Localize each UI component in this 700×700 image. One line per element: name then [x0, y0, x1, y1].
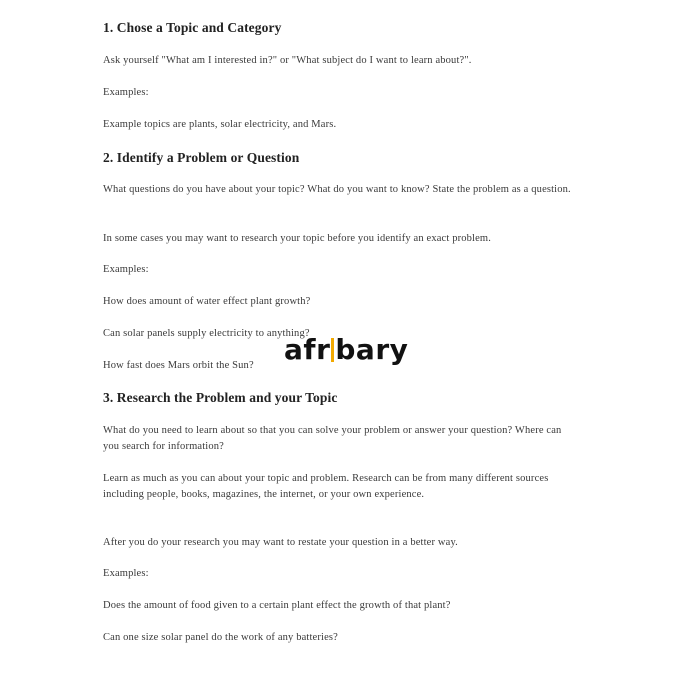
section-3-paragraph-1: What do you need to learn about so that you can solve your problem or answer your question? Where can you search for information? — [103, 425, 562, 452]
afribary-watermark-logo — [284, 334, 408, 366]
cut-off-heading — [103, 0, 378, 2]
section-3-question-2: Can one size solar panel do the work of any batteries? — [103, 632, 338, 643]
watermark-accent-bar — [331, 338, 334, 362]
section-1-examples-label: Examples: — [103, 87, 149, 98]
section-1-paragraph-2: Example topics are plants, solar electricity, and Mars. — [103, 119, 337, 130]
cut-off-heading-text — [103, 0, 378, 1]
section-1-heading: 1. Chose a Topic and Category — [103, 20, 282, 35]
section-2-heading: 2. Identify a Problem or Question — [103, 150, 300, 165]
section-2-paragraph-1: What questions do you have about your topic? What do you want to know? State the problem as a question. — [103, 184, 571, 195]
section-2-paragraph-2: In some cases you may want to research your topic before you identify an exact problem. — [103, 233, 492, 244]
section-2-question-2: Can solar panels supply electricity to anything? — [103, 328, 310, 339]
watermark-text-part-1: afr — [284, 333, 331, 366]
section-3-paragraph-3: After you do your research you may want to restate your question in a better way. — [103, 537, 458, 548]
watermark-text-part-2: bary — [335, 333, 409, 366]
section-2-examples-label: Examples: — [103, 264, 149, 275]
section-3-heading: 3. Research the Problem and your Topic — [103, 390, 338, 405]
section-3-paragraph-2: Learn as much as you can about your topic and problem. Research can be from many different sources including people, books, magazines, the internet, or your own experience. — [103, 473, 549, 500]
section-3-examples-label: Examples: — [103, 568, 149, 579]
section-2-question-3: How fast does Mars orbit the Sun? — [103, 360, 254, 371]
section-3-question-1: Does the amount of food given to a certain plant effect the growth of that plant? — [103, 600, 451, 611]
section-2-question-1: How does amount of water effect plant growth? — [103, 296, 311, 307]
section-1-paragraph-1: Ask yourself "What am I interested in?" or "What subject do I want to learn about?". — [103, 55, 472, 66]
